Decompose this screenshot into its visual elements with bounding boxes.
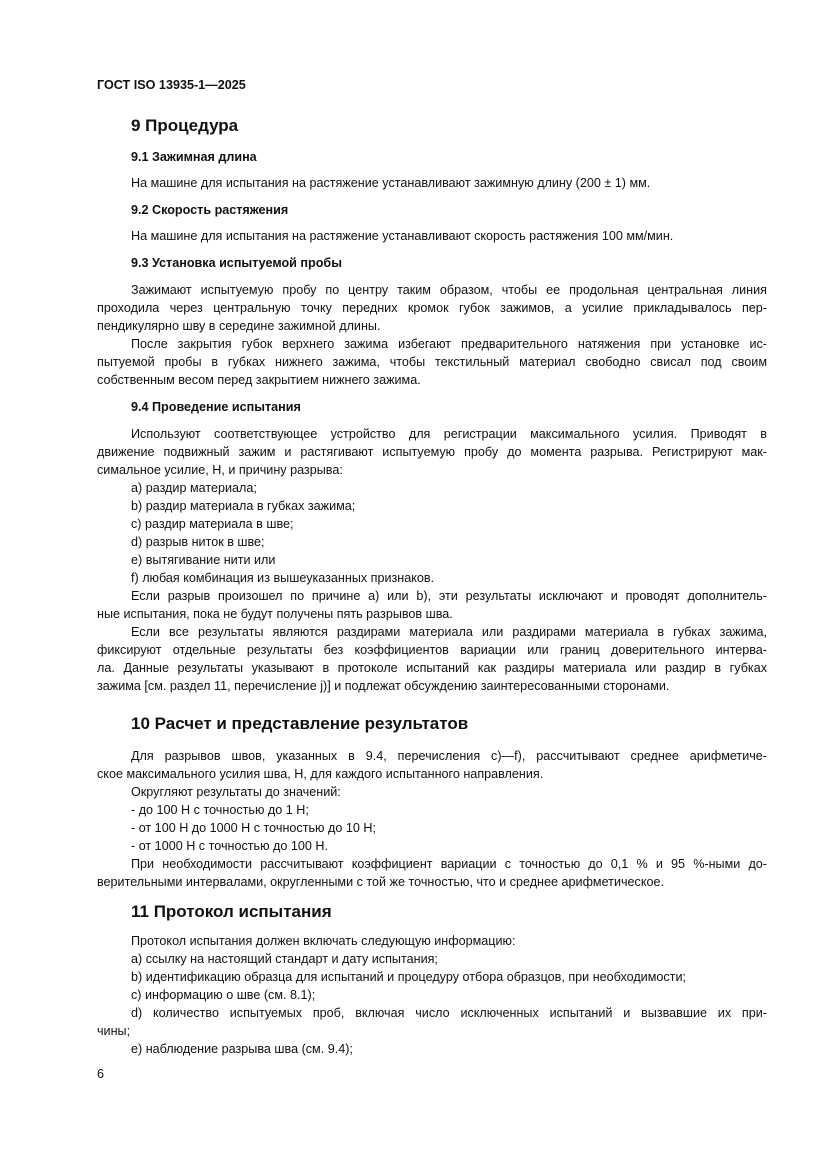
section-9-4-body (97, 425, 767, 695)
section-11-heading: 11 Протокол испытания (131, 902, 332, 921)
section-9-1-heading: 9.1 Зажимная длина (131, 150, 257, 164)
list-item: - от 100 Н до 1000 Н с точностью до 10 Н; (131, 821, 376, 835)
paragraph-line: Протокол испытания должен включать следующую информацию: (131, 934, 516, 948)
section-10-heading: 10 Расчет и представление результатов (131, 714, 469, 733)
paragraph-line: ные испытания, пока не будут получены пять разрывов шва. (97, 607, 453, 621)
list-item: c) раздир материала в шве; (131, 517, 294, 531)
page-number: 6 (97, 1067, 105, 1081)
section-10-body (97, 747, 767, 891)
list-item: e) наблюдение разрыва шва (см. 9.4); (131, 1042, 353, 1056)
paragraph-line: пендикулярно шву в середине зажимной длины. (97, 319, 381, 333)
section-9-3-heading: 9.3 Установка испытуемой пробы (131, 256, 342, 270)
list-item: a) ссылку на настоящий стандарт и дату испытания; (131, 952, 438, 966)
paragraph-line: ское максимального усилия шва, Н, для каждого испытанного направления. (97, 767, 544, 781)
paragraph-line: Используют соответствующее устройство для регистрации максимального усилия. Приводят в (131, 427, 767, 441)
paragraph-line: Зажимают испытуемую пробу по центру таким образом, чтобы ее продольная центральная линия (131, 283, 767, 297)
paragraph-line: движение подвижный зажим и растягивают испытуемую пробу до момента разрыва. Регистрируют мак- (97, 445, 767, 459)
paragraph-line: верительными интервалами, округленными с той же точностью, что и среднее арифметическое. (97, 875, 664, 889)
list-item: f) любая комбинация из вышеуказанных признаков. (131, 571, 435, 585)
list-item: b) идентификацию образца для испытаний и процедуру отбора образцов, при необходимости; (131, 970, 686, 984)
paragraph-line: пытуемой пробы в губках нижнего зажима, чтобы текстильный материал свободно свисал под своим (97, 355, 767, 369)
list-item: - до 100 Н с точностью до 1 Н; (131, 803, 309, 817)
paragraph-line: Если все результаты являются раздирами материала или раздирами материала в губках зажима, (131, 625, 767, 639)
list-item: - от 1000 Н с точностью до 100 Н. (131, 839, 328, 853)
paragraph-line: При необходимости рассчитывают коэффициент вариации с точностью до 0,1 % и 95 %-ными до- (131, 857, 767, 871)
paragraph-line: После закрытия губок верхнего зажима избегают предварительного натяжения при установке ис- (131, 337, 767, 351)
paragraph-line: проходила через центральную точку передних кромок губок зажимов, а усилие прикладывалось пер- (97, 301, 767, 315)
section-9-heading: 9 Процедура (131, 116, 239, 135)
paragraph-line: ла. Данные результаты указывают в протоколе испытаний как раздиры материала или раздир в губках (97, 661, 767, 675)
list-item: c) информацию о шве (см. 8.1); (131, 988, 316, 1002)
paragraph-line: Если разрыв произошел по причине a) или b), эти результаты исключают и проводят дополнитель- (131, 589, 767, 603)
list-item: d) разрыв ниток в шве; (131, 535, 265, 549)
paragraph-line: На машине для испытания на растяжение устанавливают скорость растяжения 100 мм/мин. (131, 229, 674, 243)
paragraph-line: симальное усилие, Н, и причину разрыва: (97, 463, 343, 477)
paragraph-line: Округляют результаты до значений: (131, 785, 341, 799)
section-9-2-heading: 9.2 Скорость растяжения (131, 203, 289, 217)
list-item: b) раздир материала в губках зажима; (131, 499, 356, 513)
section-9-3-body (97, 281, 767, 389)
paragraph-line: зажима [см. раздел 11, перечисление j)] и подлежат обсуждению заинтересованными сторонами. (97, 679, 670, 693)
document-header: ГОСТ ISO 13935-1—2025 (97, 78, 246, 92)
list-item-continuation: чины; (97, 1024, 131, 1038)
list-item: d) количество испытуемых проб, включая число исключенных испытаний и вызвавшие их при- (131, 1006, 767, 1020)
paragraph-line: фиксируют отдельные результаты без коэффициентов вариации или границ доверительного интерва- (97, 643, 767, 657)
paragraph-line: собственным весом перед закрытием нижнего зажима. (97, 373, 421, 387)
paragraph-line: Для разрывов швов, указанных в 9.4, перечисления c)—f), рассчитывают среднее арифметиче- (131, 749, 767, 763)
section-11-body (97, 932, 767, 1058)
list-item: a) раздир материала; (131, 481, 257, 495)
paragraph-line: На машине для испытания на растяжение устанавливают зажимную длину (200 ± 1) мм. (131, 176, 651, 190)
list-item: e) вытягивание нити или (131, 553, 276, 567)
section-9-4-heading: 9.4 Проведение испытания (131, 400, 301, 414)
